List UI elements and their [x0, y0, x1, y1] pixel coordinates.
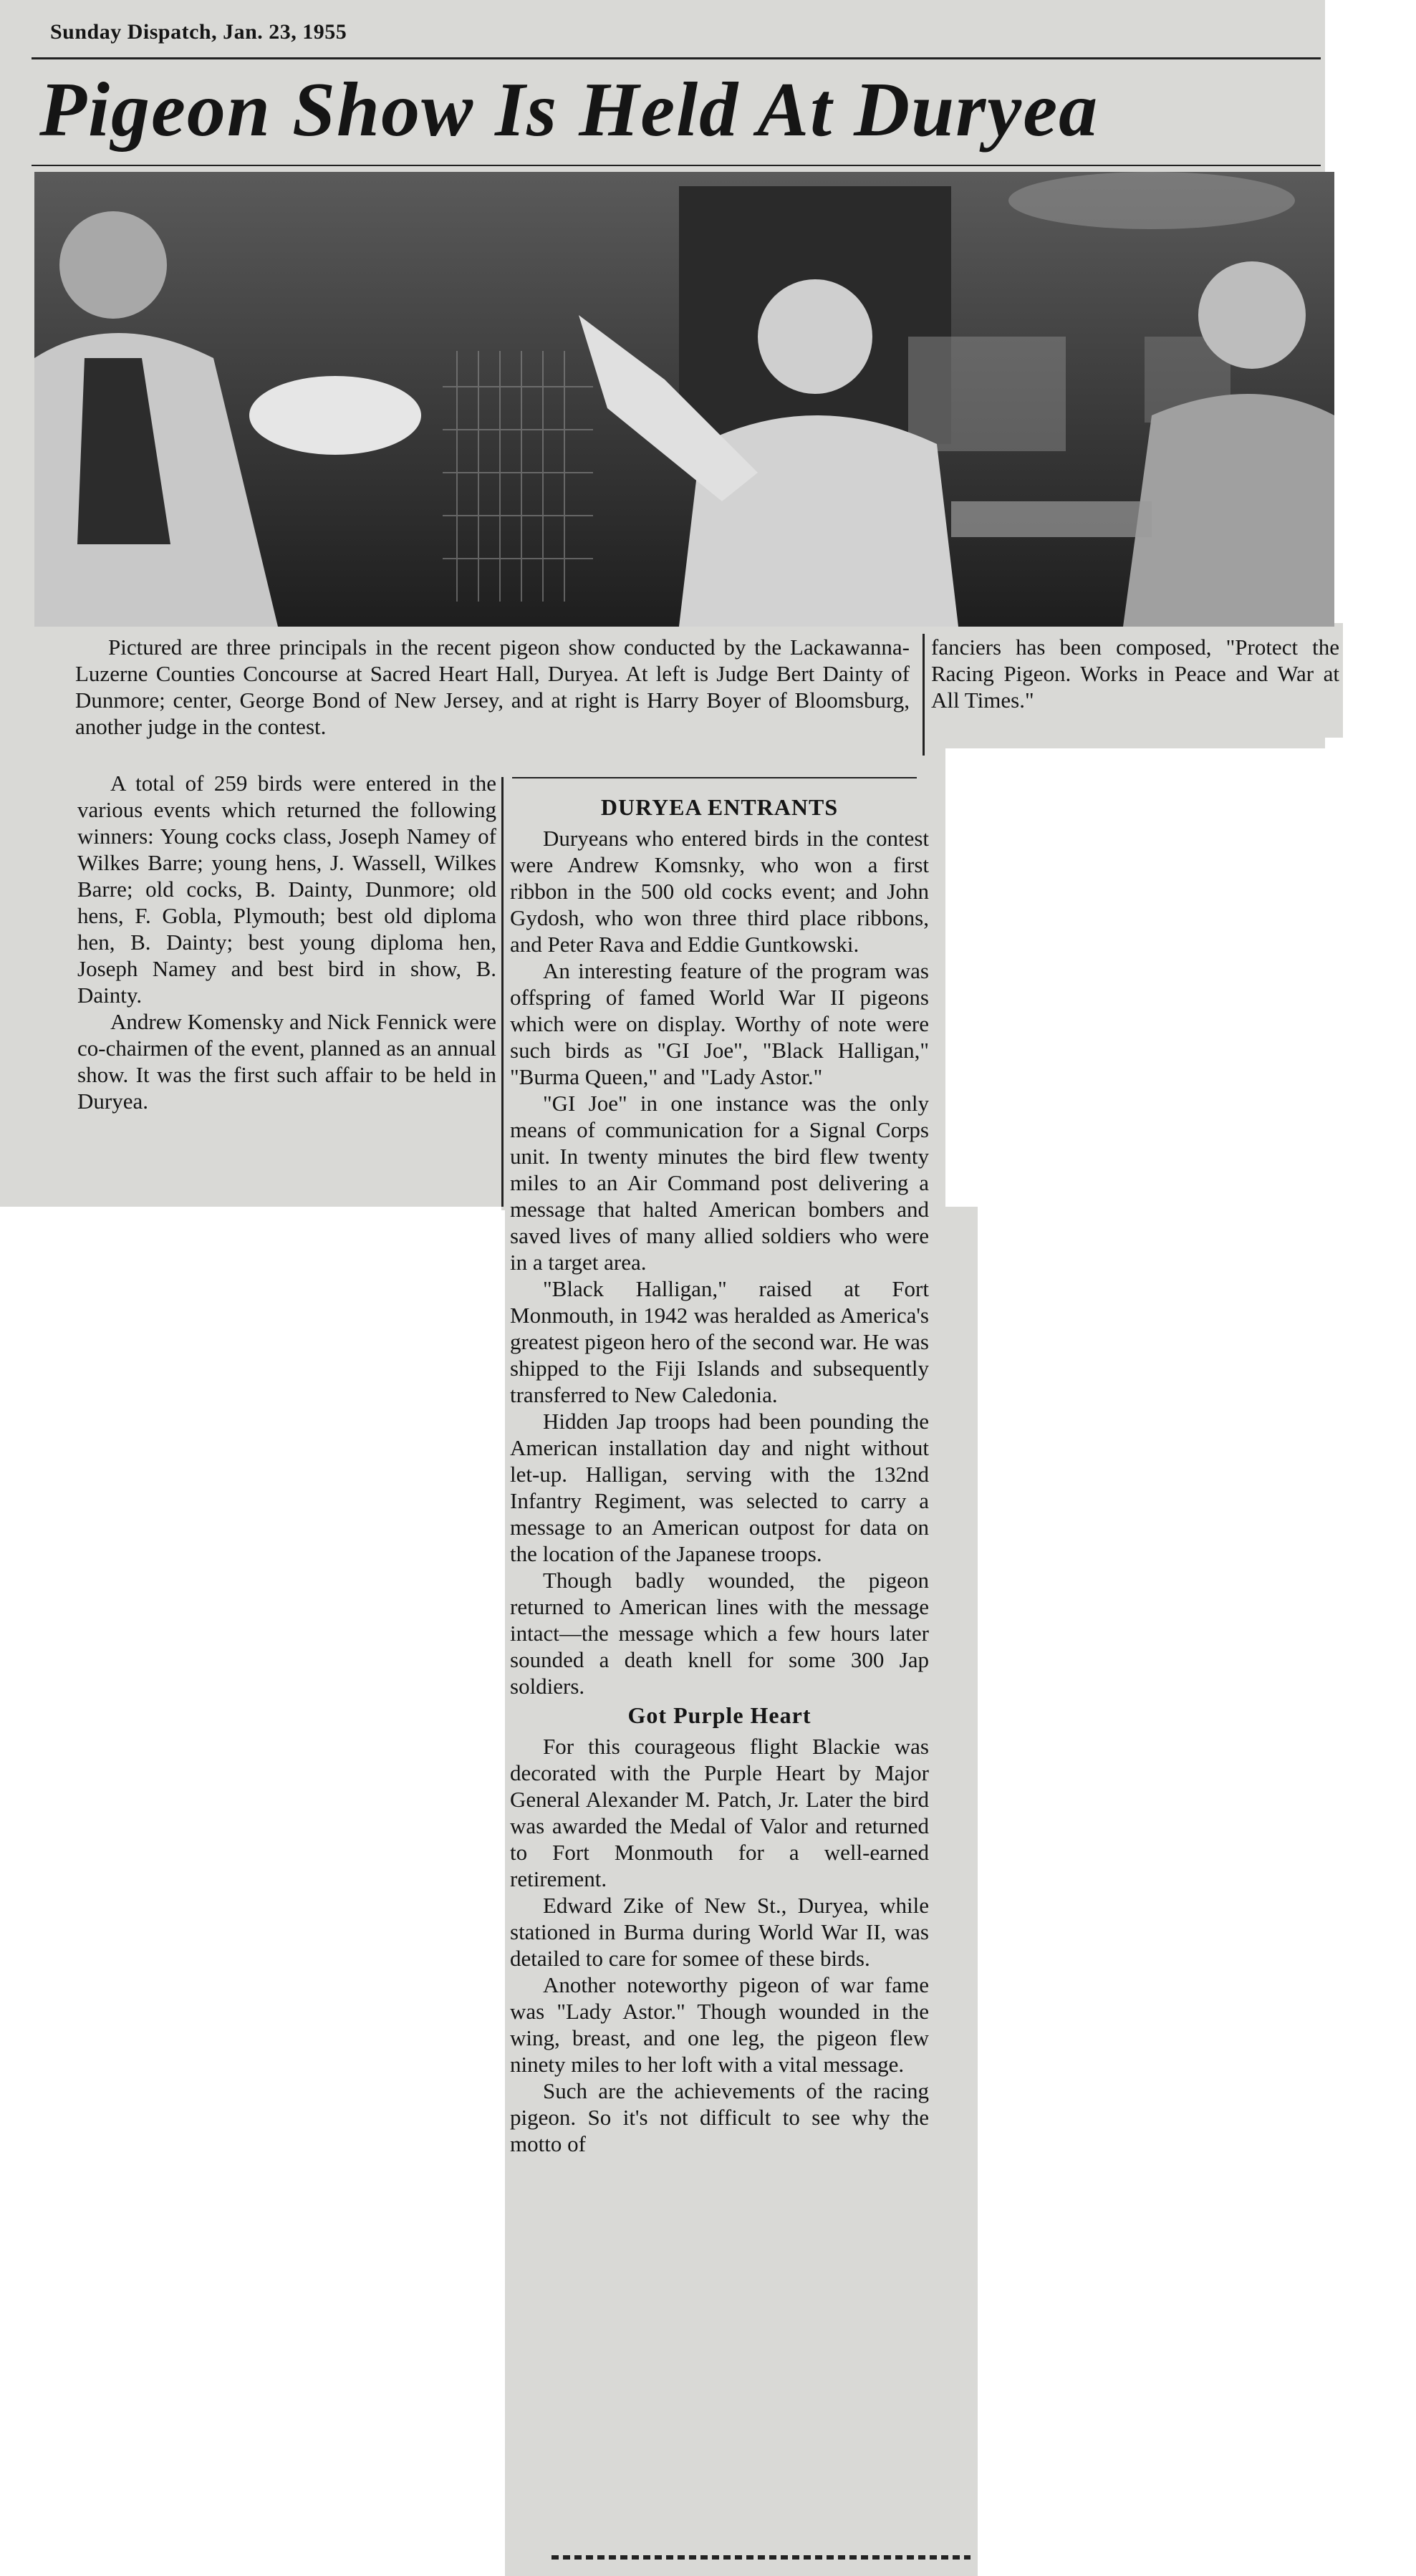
- center-column: [510, 791, 929, 2157]
- right-column-rule: [923, 634, 925, 756]
- caption-text: Pictured are three principals in the recent pigeon show conducted by the Lackawanna-Luzerne Counties Concourse at Sacred Heart Hall, Duryea. At left is Judge Bert Dainty of Dunmore; center, George Bond of New Jersey, and at right is Harry Boyer of Bloomsburg, another judge in the contest.: [75, 635, 910, 739]
- purple-heart-subheading: Got Purple Heart: [627, 1702, 811, 1728]
- center-paragraph-10: Such are the achievements of the racing pigeon. So it's not difficult to see why the motto of: [510, 2078, 929, 2156]
- headline: Pigeon Show Is Held At Duryea: [39, 67, 1099, 153]
- left-column-rule: [501, 777, 504, 1207]
- center-paragraph-5: Hidden Jap troops had been pounding the American installation day and night without let-up. Halligan, serving with the 132nd Infantry Regiment, was selected to carry a message to an American outpost for data on the location of the Japanese troops.: [510, 1409, 929, 1566]
- center-paragraph-2: An interesting feature of the program was offspring of famed World War II pigeons which were on display. Worthy of note were such birds as "GI Joe", "Black Halligan," "Burma Queen," and "Lady Astor.": [510, 958, 929, 1089]
- header-rule: [32, 57, 1321, 59]
- bottom-decorative-rule: [552, 2555, 971, 2560]
- headline-rule: [32, 165, 1321, 166]
- left-paragraph-winners: A total of 259 birds were entered in the various events which returned the following winners: Young cocks class, Joseph Namey of Wilkes Barre; young hens, J. Wassell, Wilkes Barre; old cocks, B. Dainty, Dunmore; old hens, F. Gobla, Plymouth; best old diploma hen, B. Dainty; best young diploma hen, Joseph Namey and best bird in show, B. Dainty.: [77, 771, 496, 1008]
- center-paragraph-4: "Black Halligan," raised at Fort Monmouth, in 1942 was heralded as America's greatest pigeon hero of the second war. He was shipped to the Fiji Islands and subsequently transferred to New Caledonia.: [510, 1276, 929, 1407]
- photo-caption: [75, 634, 910, 740]
- motto-text: fanciers has been composed, "Protect the Racing Pigeon. Works in Peace and War at All Times.": [931, 635, 1339, 713]
- center-paragraph-8: Edward Zike of New St., Duryea, while stationed in Burma during World War II, was detailed to care for somee of these birds.: [510, 1893, 929, 1971]
- photo-illustration: [34, 172, 1334, 627]
- duryea-entrants-heading: DURYEA ENTRANTS: [600, 794, 839, 820]
- center-paragraph-7: For this courageous flight Blackie was decorated with the Purple Heart by Major General Alexander M. Patch, Jr. Later the bird was awarded the Medal of Valor and returned to Fort Monmouth for a well-earned retirement.: [510, 1734, 929, 1891]
- center-top-rule: [512, 777, 917, 778]
- center-paragraph-3: "GI Joe" in one instance was the only means of communication for a Signal Corps unit. In twenty minutes the bird flew twenty miles to an Air Command post delivering a message that halted American bombers and saved lives of many allied soldiers who were in a target area.: [510, 1091, 929, 1275]
- center-paragraph-9: Another noteworthy pigeon of war fame was "Lady Astor." Though wounded in the wing, breast, and one leg, the pigeon flew ninety miles to her loft with a vital message.: [510, 1972, 929, 2077]
- center-paragraph-6: Though badly wounded, the pigeon returned to American lines with the message intact—the message which a few hours later sounded a death knell for some 300 Jap soldiers.: [510, 1568, 929, 1699]
- dateline: Sunday Dispatch, Jan. 23, 1955: [50, 20, 347, 44]
- right-column: [931, 634, 1339, 713]
- news-photo: [34, 172, 1334, 627]
- left-column: [77, 770, 496, 1114]
- center-paragraph-1: Duryeans who entered birds in the contest were Andrew Komsnky, who won a first ribbon in the 500 old cocks event; and John Gydosh, who won three third place ribbons, and Peter Rava and Eddie Guntkowski.: [510, 826, 929, 957]
- left-paragraph-chairmen: Andrew Komensky and Nick Fennick were co-chairmen of the event, planned as an annual show. It was the first such affair to be held in Duryea.: [77, 1009, 496, 1114]
